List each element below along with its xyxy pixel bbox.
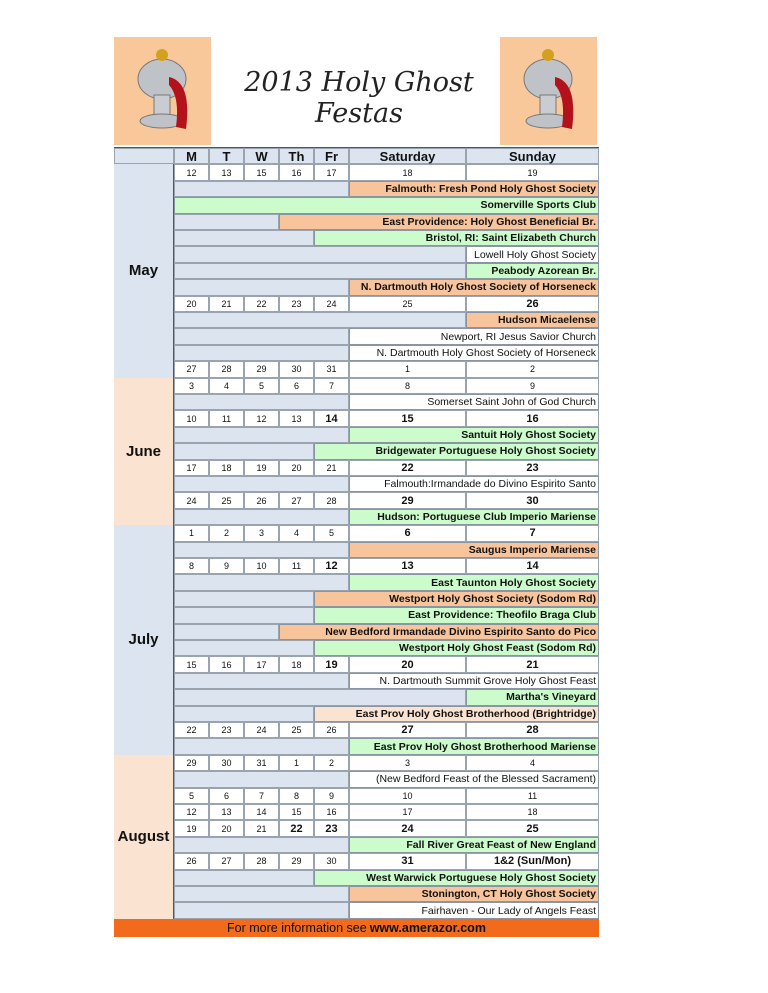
date-cell: 1 [279, 755, 314, 771]
date-cell: 11 [209, 410, 244, 426]
date-cell: 25 [209, 492, 244, 508]
date-cell: 3 [244, 525, 279, 541]
date-cell: 28 [244, 853, 279, 869]
event-bar: East Prov Holy Ghost Brotherhood (Brightridge) [314, 706, 599, 722]
date-cell: 7 [314, 378, 349, 394]
event-bar: N. Dartmouth Holy Ghost Society of Horseneck [349, 279, 599, 295]
date-cell: 30 [279, 361, 314, 377]
calendar-header [114, 37, 599, 145]
date-cell: 20 [209, 820, 244, 836]
date-cell: 5 [174, 788, 209, 804]
date-cell: 26 [244, 492, 279, 508]
event-bar: Westport Holy Ghost Society (Sodom Rd) [314, 591, 599, 607]
empty-row-cell [174, 624, 279, 640]
footer-banner [114, 919, 599, 937]
empty-row-cell [174, 870, 314, 886]
holy-ghost-crown-icon [114, 37, 211, 145]
empty-row-cell [174, 312, 466, 328]
empty-row-cell [174, 738, 349, 754]
date-cell: 12 [314, 558, 349, 574]
date-cell: 29 [349, 492, 466, 508]
empty-row-cell [174, 771, 349, 787]
date-cell: 26 [466, 296, 599, 312]
date-cell: 2 [209, 525, 244, 541]
day-header: Saturday [349, 148, 466, 164]
date-cell: 2 [314, 755, 349, 771]
date-cell: 7 [466, 525, 599, 541]
empty-row-cell [174, 345, 349, 361]
date-cell: 8 [279, 788, 314, 804]
date-cell: 16 [466, 410, 599, 426]
date-cell: 19 [466, 164, 599, 180]
event-bar: Stonington, CT Holy Ghost Society [349, 886, 599, 902]
date-cell: 16 [209, 656, 244, 672]
date-cell: 5 [244, 378, 279, 394]
date-cell: 23 [279, 296, 314, 312]
empty-row-cell [174, 328, 349, 344]
event-bar: Westport Holy Ghost Feast (Sodom Rd) [314, 640, 599, 656]
empty-row-cell [174, 263, 466, 279]
month-label: July [114, 525, 174, 755]
month-label: August [114, 755, 174, 919]
empty-row-cell [174, 246, 466, 262]
empty-row-cell [174, 181, 349, 197]
date-cell: 3 [349, 755, 466, 771]
date-cell: 23 [466, 460, 599, 476]
date-cell: 20 [349, 656, 466, 672]
date-cell: 9 [209, 558, 244, 574]
date-cell: 24 [314, 296, 349, 312]
date-cell: 17 [174, 460, 209, 476]
event-bar: Martha's Vineyard [466, 689, 599, 705]
date-cell: 30 [314, 853, 349, 869]
date-cell: 25 [279, 722, 314, 738]
date-cell: 28 [466, 722, 599, 738]
date-cell: 16 [314, 804, 349, 820]
date-cell: 21 [209, 296, 244, 312]
day-header: W [244, 148, 279, 164]
empty-row-cell [174, 427, 349, 443]
calendar-grid [114, 147, 599, 920]
date-cell: 14 [466, 558, 599, 574]
event-bar: Hudson: Portuguese Club Imperio Mariense [349, 509, 599, 525]
date-cell: 11 [466, 788, 599, 804]
date-cell: 15 [279, 804, 314, 820]
event-bar: East Prov Holy Ghost Brotherhood Mariense [349, 738, 599, 754]
date-cell: 23 [314, 820, 349, 836]
date-cell: 25 [466, 820, 599, 836]
date-cell: 10 [349, 788, 466, 804]
event-bar: Somerville Sports Club [174, 197, 599, 213]
date-cell: 1 [174, 525, 209, 541]
event-bar: Fairhaven - Our Lady of Angels Feast [349, 902, 599, 918]
date-cell: 21 [466, 656, 599, 672]
empty-row-cell [174, 706, 314, 722]
date-cell: 14 [314, 410, 349, 426]
date-cell: 31 [314, 361, 349, 377]
date-cell: 17 [349, 804, 466, 820]
date-cell: 13 [349, 558, 466, 574]
empty-row-cell [174, 673, 349, 689]
day-header: Sunday [466, 148, 599, 164]
event-bar: Falmouth:Irmandade do Divino Espirito Santo [349, 476, 599, 492]
date-cell: 13 [279, 410, 314, 426]
date-cell: 6 [209, 788, 244, 804]
month-label: June [114, 378, 174, 526]
date-cell: 15 [174, 656, 209, 672]
date-cell: 18 [209, 460, 244, 476]
date-cell: 21 [314, 460, 349, 476]
event-bar: West Warwick Portuguese Holy Ghost Society [314, 870, 599, 886]
empty-row-cell [174, 640, 314, 656]
event-bar: Lowell Holy Ghost Society [466, 246, 599, 262]
date-cell: 8 [349, 378, 466, 394]
date-cell: 20 [279, 460, 314, 476]
empty-row-cell [174, 509, 349, 525]
date-cell: 8 [174, 558, 209, 574]
date-cell: 4 [279, 525, 314, 541]
empty-row-cell [174, 902, 349, 918]
date-cell: 25 [349, 296, 466, 312]
date-cell: 13 [209, 164, 244, 180]
date-cell: 23 [209, 722, 244, 738]
empty-row-cell [174, 476, 349, 492]
date-cell: 31 [349, 853, 466, 869]
date-cell: 27 [174, 361, 209, 377]
date-cell: 18 [349, 164, 466, 180]
date-cell: 15 [244, 164, 279, 180]
event-bar: Somerset Saint John of God Church [349, 394, 599, 410]
festa-calendar [114, 37, 599, 937]
event-bar: East Providence: Theofilo Braga Club [314, 607, 599, 623]
empty-row-cell [174, 607, 314, 623]
date-cell: 19 [174, 820, 209, 836]
date-cell: 30 [209, 755, 244, 771]
date-cell: 12 [174, 804, 209, 820]
date-cell: 29 [279, 853, 314, 869]
empty-row-cell [174, 689, 466, 705]
event-bar: East Providence: Holy Ghost Beneficial Br. [279, 214, 599, 230]
header-blank [114, 148, 174, 164]
website-link[interactable]: www.amerazor.com [369, 921, 486, 935]
date-cell: 18 [466, 804, 599, 820]
date-cell: 24 [349, 820, 466, 836]
event-bar: N. Dartmouth Holy Ghost Society of Horseneck [349, 345, 599, 361]
footer-text: For more information see [227, 921, 367, 935]
date-cell: 15 [349, 410, 466, 426]
date-cell: 12 [244, 410, 279, 426]
date-cell: 30 [466, 492, 599, 508]
event-bar: Hudson Micaelense [466, 312, 599, 328]
empty-row-cell [174, 837, 349, 853]
date-cell: 3 [174, 378, 209, 394]
empty-row-cell [174, 214, 279, 230]
date-cell: 16 [279, 164, 314, 180]
day-header: T [209, 148, 244, 164]
date-cell: 31 [244, 755, 279, 771]
empty-row-cell [174, 279, 349, 295]
date-cell: 28 [314, 492, 349, 508]
day-header: M [174, 148, 209, 164]
date-cell: 29 [174, 755, 209, 771]
date-cell: 28 [209, 361, 244, 377]
event-bar: (New Bedford Feast of the Blessed Sacrament) [349, 771, 599, 787]
date-cell: 9 [314, 788, 349, 804]
date-cell: 20 [174, 296, 209, 312]
event-bar: Fall River Great Feast of New England [349, 837, 599, 853]
date-cell: 27 [279, 492, 314, 508]
date-cell: 21 [244, 820, 279, 836]
holy-ghost-crown-icon [500, 37, 597, 145]
date-cell: 4 [466, 755, 599, 771]
event-bar: Newport, RI Jesus Savior Church [349, 328, 599, 344]
date-cell: 2 [466, 361, 599, 377]
date-cell: 29 [244, 361, 279, 377]
event-bar: New Bedford Irmandade Divino Espirito Santo do Pico [279, 624, 599, 640]
date-cell: 27 [209, 853, 244, 869]
date-cell: 24 [174, 492, 209, 508]
event-bar: Bristol, RI: Saint Elizabeth Church [314, 230, 599, 246]
event-bar: Falmouth: Fresh Pond Holy Ghost Society [349, 181, 599, 197]
date-cell: 13 [209, 804, 244, 820]
date-cell: 18 [279, 656, 314, 672]
date-cell: 17 [244, 656, 279, 672]
date-cell: 22 [349, 460, 466, 476]
event-bar: Bridgewater Portuguese Holy Ghost Society [314, 443, 599, 459]
date-cell: 27 [349, 722, 466, 738]
date-cell: 9 [466, 378, 599, 394]
date-cell: 14 [244, 804, 279, 820]
day-header: Th [279, 148, 314, 164]
empty-row-cell [174, 886, 349, 902]
calendar-title: 2013 Holy Ghost Festas [244, 67, 474, 129]
month-label: May [114, 164, 174, 377]
date-cell: 6 [349, 525, 466, 541]
event-bar: Peabody Azorean Br. [466, 263, 599, 279]
date-cell: 12 [174, 164, 209, 180]
empty-row-cell [174, 542, 349, 558]
date-cell: 19 [314, 656, 349, 672]
date-cell: 1&2 (Sun/Mon) [466, 853, 599, 869]
event-bar: Saugus Imperio Mariense [349, 542, 599, 558]
empty-row-cell [174, 394, 349, 410]
empty-row-cell [174, 591, 314, 607]
date-cell: 26 [174, 853, 209, 869]
empty-row-cell [174, 443, 314, 459]
date-cell: 10 [174, 410, 209, 426]
empty-row-cell [174, 574, 349, 590]
date-cell: 17 [314, 164, 349, 180]
date-cell: 5 [314, 525, 349, 541]
event-bar: Santuit Holy Ghost Society [349, 427, 599, 443]
date-cell: 7 [244, 788, 279, 804]
empty-row-cell [174, 230, 314, 246]
date-cell: 19 [244, 460, 279, 476]
event-bar: East Taunton Holy Ghost Society [349, 574, 599, 590]
day-header: Fr [314, 148, 349, 164]
date-cell: 11 [279, 558, 314, 574]
date-cell: 22 [279, 820, 314, 836]
date-cell: 26 [314, 722, 349, 738]
date-cell: 10 [244, 558, 279, 574]
event-bar: N. Dartmouth Summit Grove Holy Ghost Feast [349, 673, 599, 689]
date-cell: 22 [244, 296, 279, 312]
date-cell: 6 [279, 378, 314, 394]
date-cell: 22 [174, 722, 209, 738]
date-cell: 24 [244, 722, 279, 738]
date-cell: 4 [209, 378, 244, 394]
date-cell: 1 [349, 361, 466, 377]
